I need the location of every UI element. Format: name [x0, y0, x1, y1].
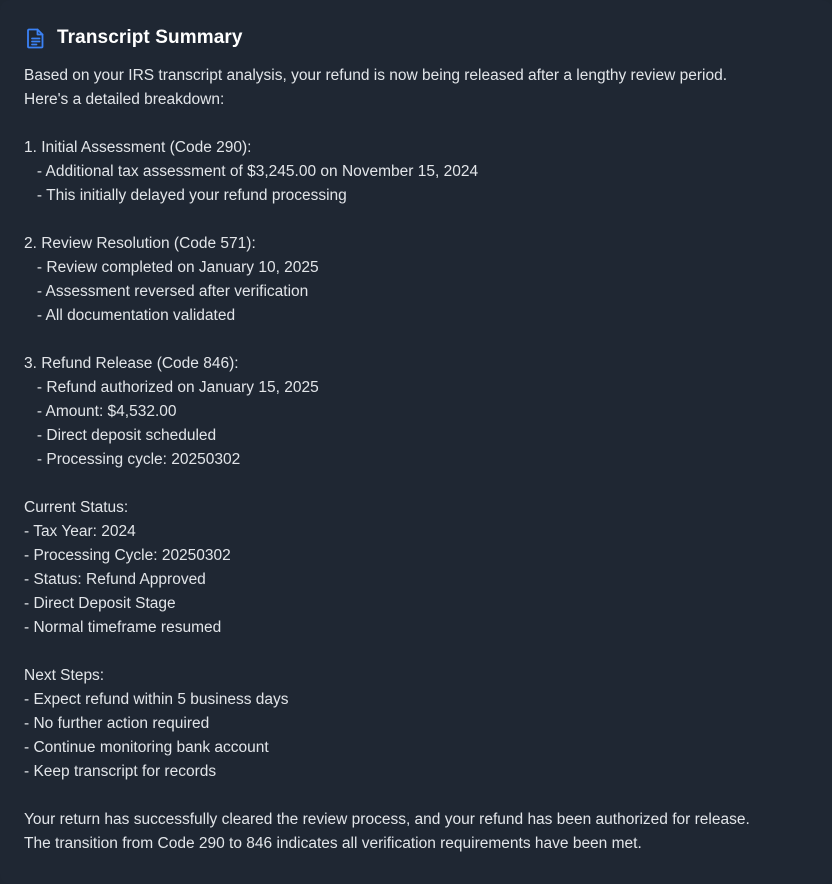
- summary-line: - Direct Deposit Stage: [24, 595, 176, 612]
- summary-line: Next Steps:: [24, 667, 105, 684]
- summary-header: [24, 24, 808, 52]
- summary-line: 3. Refund Release (Code 846):: [24, 355, 239, 372]
- summary-line: - Direct deposit scheduled: [24, 427, 217, 444]
- summary-line: Current Status:: [24, 499, 129, 516]
- blank-line: [24, 112, 808, 136]
- summary-line: - Amount: $4,532.00: [24, 403, 177, 420]
- summary-line: 1. Initial Assessment (Code 290):: [24, 139, 252, 156]
- summary-line: - Status: Refund Approved: [24, 571, 206, 588]
- blank-line: [24, 472, 808, 496]
- summary-line: - This initially delayed your refund processing: [24, 187, 347, 204]
- summary-line: - Normal timeframe resumed: [24, 619, 222, 636]
- summary-line: 2. Review Resolution (Code 571):: [24, 235, 256, 252]
- summary-line: - Keep transcript for records: [24, 763, 217, 780]
- summary-line: Your return has successfully cleared the review process, and your refund has been authorized for release.: [24, 811, 750, 828]
- summary-line: - All documentation validated: [24, 307, 236, 324]
- summary-line: - Continue monitoring bank account: [24, 739, 269, 756]
- summary-line: - Processing cycle: 20250302: [24, 451, 241, 468]
- summary-line: - No further action required: [24, 715, 210, 732]
- summary-line: - Assessment reversed after verification: [24, 283, 309, 300]
- summary-title: Transcript Summary: [57, 27, 243, 48]
- summary-line: The transition from Code 290 to 846 indicates all verification requirements have been met.: [24, 835, 642, 852]
- document-icon: [25, 27, 47, 49]
- blank-line: [24, 208, 808, 232]
- summary-line: - Additional tax assessment of $3,245.00 on November 15, 2024: [24, 163, 479, 180]
- summary-line: - Refund authorized on January 15, 2025: [24, 379, 319, 396]
- summary-line: Based on your IRS transcript analysis, your refund is now being released after a lengthy review period.: [24, 67, 728, 84]
- summary-line: - Processing Cycle: 20250302: [24, 547, 231, 564]
- blank-line: [24, 328, 808, 352]
- summary-line: - Tax Year: 2024: [24, 523, 136, 540]
- summary-body: [24, 64, 808, 856]
- blank-line: [24, 640, 808, 664]
- blank-line: [24, 784, 808, 808]
- summary-line: - Review completed on January 10, 2025: [24, 259, 319, 276]
- summary-line: - Expect refund within 5 business days: [24, 691, 289, 708]
- summary-line: Here's a detailed breakdown:: [24, 91, 225, 108]
